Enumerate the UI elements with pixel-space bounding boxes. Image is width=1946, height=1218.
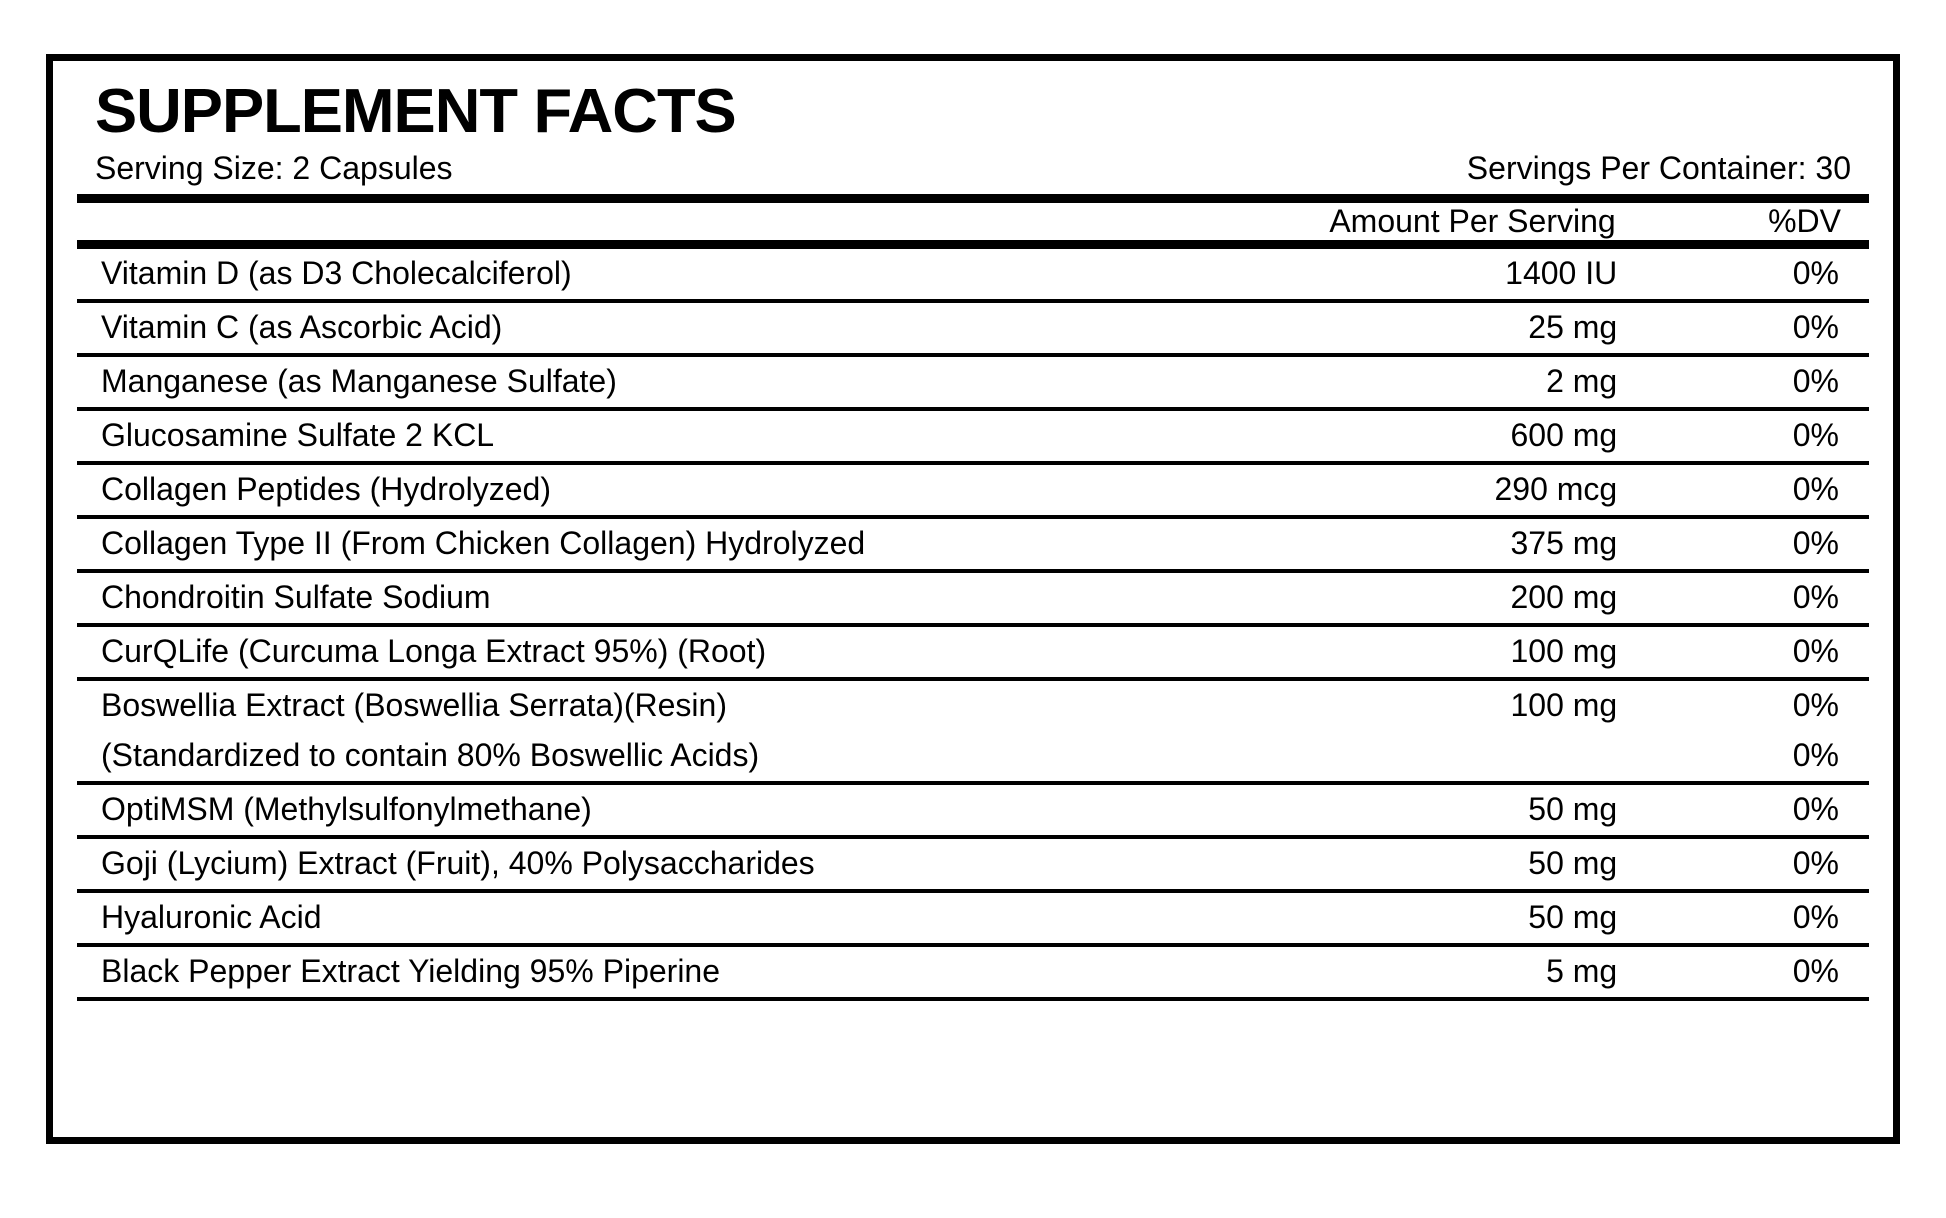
row-name: Collagen Peptides (Hydrolyzed) <box>77 463 1193 517</box>
row-amount: 375 mg <box>1193 517 1624 571</box>
row-name: OptiMSM (Methylsulfonylmethane) <box>77 783 1193 837</box>
row-amount: 200 mg <box>1193 571 1624 625</box>
table-row <box>77 409 1869 463</box>
row-dv: 0% <box>1623 891 1869 945</box>
row-name: Manganese (as Manganese Sulfate) <box>77 355 1193 409</box>
facts-rows <box>77 249 1869 1001</box>
row-amount: 1400 IU <box>1193 249 1624 301</box>
table-row <box>77 837 1869 891</box>
supplement-facts-inner <box>77 73 1869 1127</box>
row-dv: 0% <box>1623 409 1869 463</box>
header-nutrient <box>77 203 1185 240</box>
table-row <box>77 679 1869 731</box>
row-name: Goji (Lycium) Extract (Fruit), 40% Polysaccharides <box>77 837 1193 891</box>
row-amount <box>1193 731 1624 783</box>
row-dv: 0% <box>1623 517 1869 571</box>
row-amount: 290 mcg <box>1193 463 1624 517</box>
page-title: SUPPLEMENT FACTS <box>95 77 736 146</box>
row-dv: 0% <box>1623 625 1869 679</box>
row-amount: 2 mg <box>1193 355 1624 409</box>
row-amount: 600 mg <box>1193 409 1624 463</box>
row-name: Vitamin D (as D3 Cholecalciferol) <box>77 249 1193 301</box>
row-amount: 50 mg <box>1193 837 1624 891</box>
serving-info <box>95 148 1855 188</box>
row-name: Vitamin C (as Ascorbic Acid) <box>77 301 1193 355</box>
row-name: Boswellia Extract (Boswellia Serrata)(Resin) <box>101 687 727 724</box>
row-dv: 0% <box>1623 945 1869 999</box>
table-row <box>77 945 1869 999</box>
table-row <box>77 625 1869 679</box>
row-dv: 0% <box>1792 687 1839 724</box>
row-name: Chondroitin Sulfate Sodium <box>77 571 1193 625</box>
row-name: Collagen Type II (From Chicken Collagen) Hydrolyzed <box>77 517 1193 571</box>
facts-table <box>77 203 1869 240</box>
divider-header <box>77 240 1869 249</box>
row-name: Glucosamine Sulfate 2 KCL <box>77 409 1193 463</box>
table-row <box>77 517 1869 571</box>
row-dv: 0% <box>1623 355 1869 409</box>
table-row <box>77 355 1869 409</box>
row-amount: 50 mg <box>1193 783 1624 837</box>
row-name: (Standardized to contain 80% Boswellic Acids) <box>77 731 1193 783</box>
row-dv: 0% <box>1623 837 1869 891</box>
servings-per-container: Servings Per Container: 30 <box>1466 149 1851 186</box>
row-amount: 25 mg <box>1193 301 1624 355</box>
table-row <box>77 783 1869 837</box>
row-amount: 50 mg <box>1193 891 1624 945</box>
row-name: CurQLife (Curcuma Longa Extract 95%) (Root) <box>77 625 1193 679</box>
row-dv: 0% <box>1623 301 1869 355</box>
supplement-facts-panel <box>46 54 1900 1144</box>
row-name: Black Pepper Extract Yielding 95% Piperine <box>77 945 1193 999</box>
table-row <box>77 463 1869 517</box>
header-amount: Amount Per Serving <box>1329 202 1616 239</box>
row-amount: 100 mg <box>1510 687 1618 724</box>
row-name: Hyaluronic Acid <box>77 891 1193 945</box>
row-dv: 0% <box>1623 249 1869 301</box>
table-header-row <box>77 203 1869 240</box>
serving-size: Serving Size: 2 Capsules <box>95 149 453 186</box>
header-daily-value: %DV <box>1768 202 1841 239</box>
row-amount: 5 mg <box>1193 945 1624 999</box>
row-dv: 0% <box>1623 463 1869 517</box>
divider-top <box>77 194 1869 203</box>
row-dv: 0% <box>1623 571 1869 625</box>
row-dv: 0% <box>1623 731 1869 783</box>
table-row <box>77 301 1869 355</box>
table-row <box>77 571 1869 625</box>
row-amount: 100 mg <box>1193 625 1624 679</box>
row-dv: 0% <box>1623 783 1869 837</box>
table-row <box>77 731 1869 783</box>
table-row <box>77 891 1869 945</box>
table-row <box>77 249 1869 301</box>
